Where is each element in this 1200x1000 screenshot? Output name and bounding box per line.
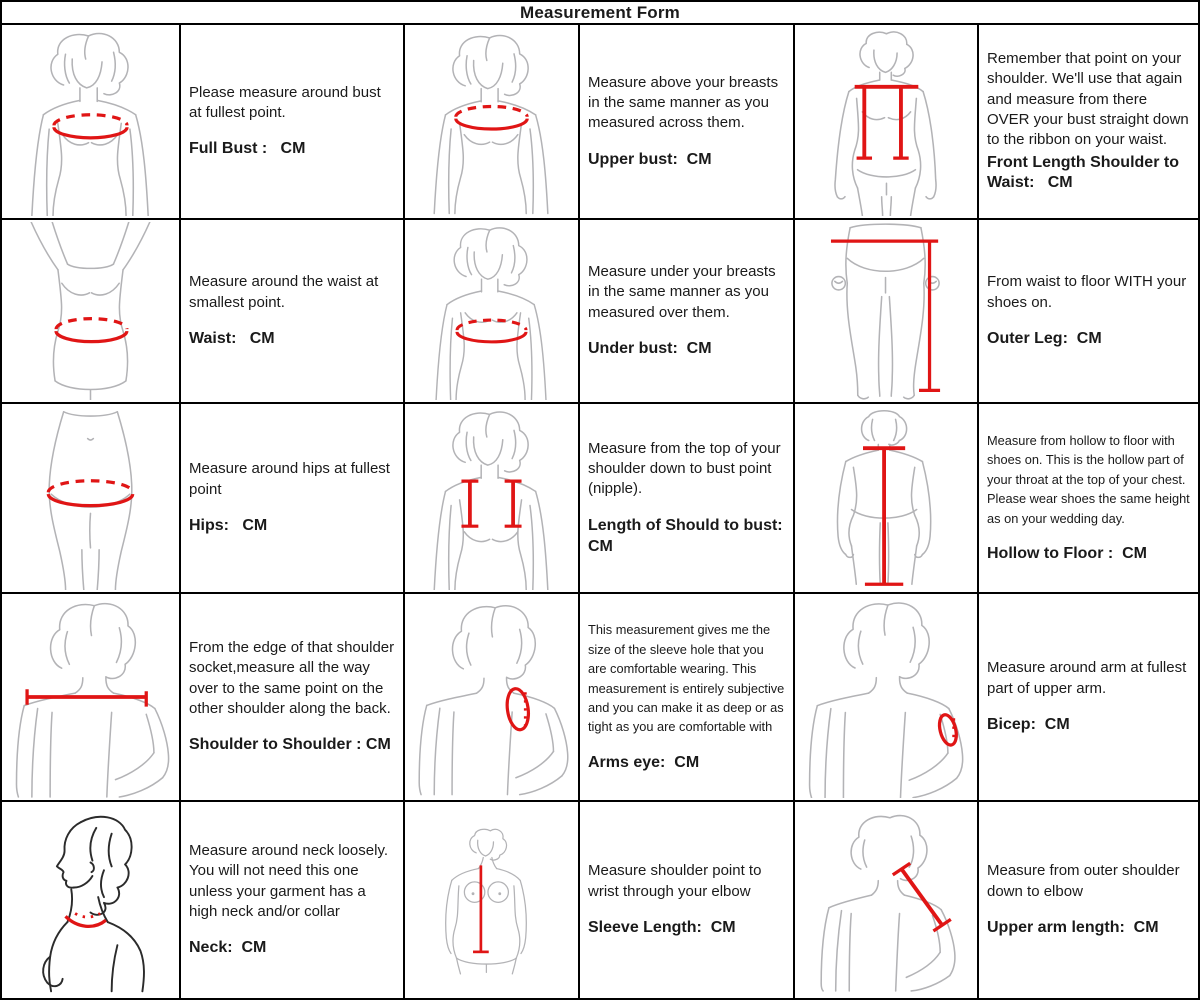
measurement-label: Sleeve Length: CM [588, 918, 736, 936]
upper-bust-figure [405, 25, 580, 220]
measurement-description: Measure from outer shoulder down to elbow [987, 862, 1180, 900]
front-length-text-cell [979, 25, 1198, 220]
measurement-label: Upper bust: CM [588, 150, 712, 168]
hollow-to-floor-figure [795, 404, 979, 594]
measurement-description: Measure around the waist at smallest point. [189, 273, 379, 311]
measurement-description: Please measure around bust at fullest point. [189, 83, 381, 122]
sleeve-length-text-cell [580, 802, 795, 998]
measurement-label: Upper arm length: CM [987, 918, 1159, 936]
upper-arm-length-figure [795, 802, 979, 998]
measurement-label: Arms eye: CM [588, 753, 700, 771]
measurement-description: Measure around neck loosely. You will not need this one unless your garment has a high neck and/or collar [189, 841, 388, 920]
measurement-description: Measure around arm at fullest part of upper arm. [987, 659, 1187, 697]
measurement-label: Hollow to Floor : CM [987, 545, 1147, 563]
under-bust-figure [405, 220, 580, 404]
sleeve-length-figure [405, 802, 580, 998]
shoulder-to-bust-figure [405, 404, 580, 594]
arms-eye-text-cell [580, 594, 795, 802]
measurement-description: From the edge of that shoulder socket,measure all the way over to the same point on the other shoulder along the back. [189, 638, 395, 717]
upper-arm-length-text-cell [979, 802, 1198, 998]
outer-leg-figure [795, 220, 979, 404]
page-title: Measurement Form [2, 2, 1198, 25]
measurement-label: Shoulder to Shoulder : CM [189, 736, 391, 754]
hollow-to-floor-text-cell [979, 404, 1198, 594]
measurement-label: Neck: CM [189, 939, 267, 957]
waist-text-cell [181, 220, 405, 404]
measurement-label: Waist: CM [189, 329, 275, 347]
measurement-description: Measure under your breasts in the same manner as you measured over them. [588, 263, 776, 321]
shoulder-to-shoulder-figure [2, 594, 181, 802]
measurement-description: Measure around hips at fullest point [189, 460, 390, 498]
arms-eye-figure [405, 594, 580, 802]
front-length-shoulder-to-waist-figure [795, 25, 979, 220]
measurement-description: This measurement gives me the size of the sleeve hole that you are comfortable wearing. This measurement is entirely subjective and you can make it as deep or as tight as you are comfortable with [588, 622, 785, 735]
measurement-label: Length of Should to bust: CM [588, 516, 792, 555]
measurement-description: Measure above your breasts in the same manner as you measured across them. [588, 73, 779, 132]
hips-figure [2, 404, 181, 594]
measurement-description: Remember that point on your shoulder. We'll use that again and measure from there OVER your bust straight down to the ribbon on your waist. [987, 49, 1189, 149]
measurement-label: Hips: CM [189, 516, 268, 534]
full-bust-text-cell [181, 25, 405, 220]
measurement-description: From waist to floor WITH your shoes on. [987, 273, 1187, 311]
measurement-label: Under bust: CM [588, 340, 712, 358]
shoulder-to-bust-text-cell [580, 404, 795, 594]
form-row-4 [2, 594, 1198, 802]
bicep-text-cell [979, 594, 1198, 802]
neck-figure [2, 802, 181, 998]
measurement-label: Bicep: CM [987, 715, 1070, 733]
measurement-description: Measure from the top of your shoulder down to bust point (nipple). [588, 439, 781, 498]
measurement-label: Front Length Shoulder to Waist: CM [987, 153, 1184, 192]
measurement-label: Full Bust : CM [189, 140, 306, 158]
hips-text-cell [181, 404, 405, 594]
form-row-2 [2, 220, 1198, 404]
measurement-label: Outer Leg: CM [987, 329, 1102, 347]
neck-text-cell [181, 802, 405, 998]
upper-bust-text-cell [580, 25, 795, 220]
full-bust-figure [2, 25, 181, 220]
shoulder-to-shoulder-text-cell [181, 594, 405, 802]
outer-leg-text-cell [979, 220, 1198, 404]
waist-figure [2, 220, 181, 404]
form-row-1 [2, 25, 1198, 220]
form-row-3 [2, 404, 1198, 594]
under-bust-text-cell [580, 220, 795, 404]
measurement-description: Measure shoulder point to wrist through your elbow [588, 862, 762, 900]
measurement-description: Measure from hollow to floor with shoes on. This is the hollow part of your throat at the top of your chest. Please wear shoes the same height as on your wedding day. [987, 433, 1190, 526]
form-row-5 [2, 802, 1198, 998]
bicep-figure [795, 594, 979, 802]
